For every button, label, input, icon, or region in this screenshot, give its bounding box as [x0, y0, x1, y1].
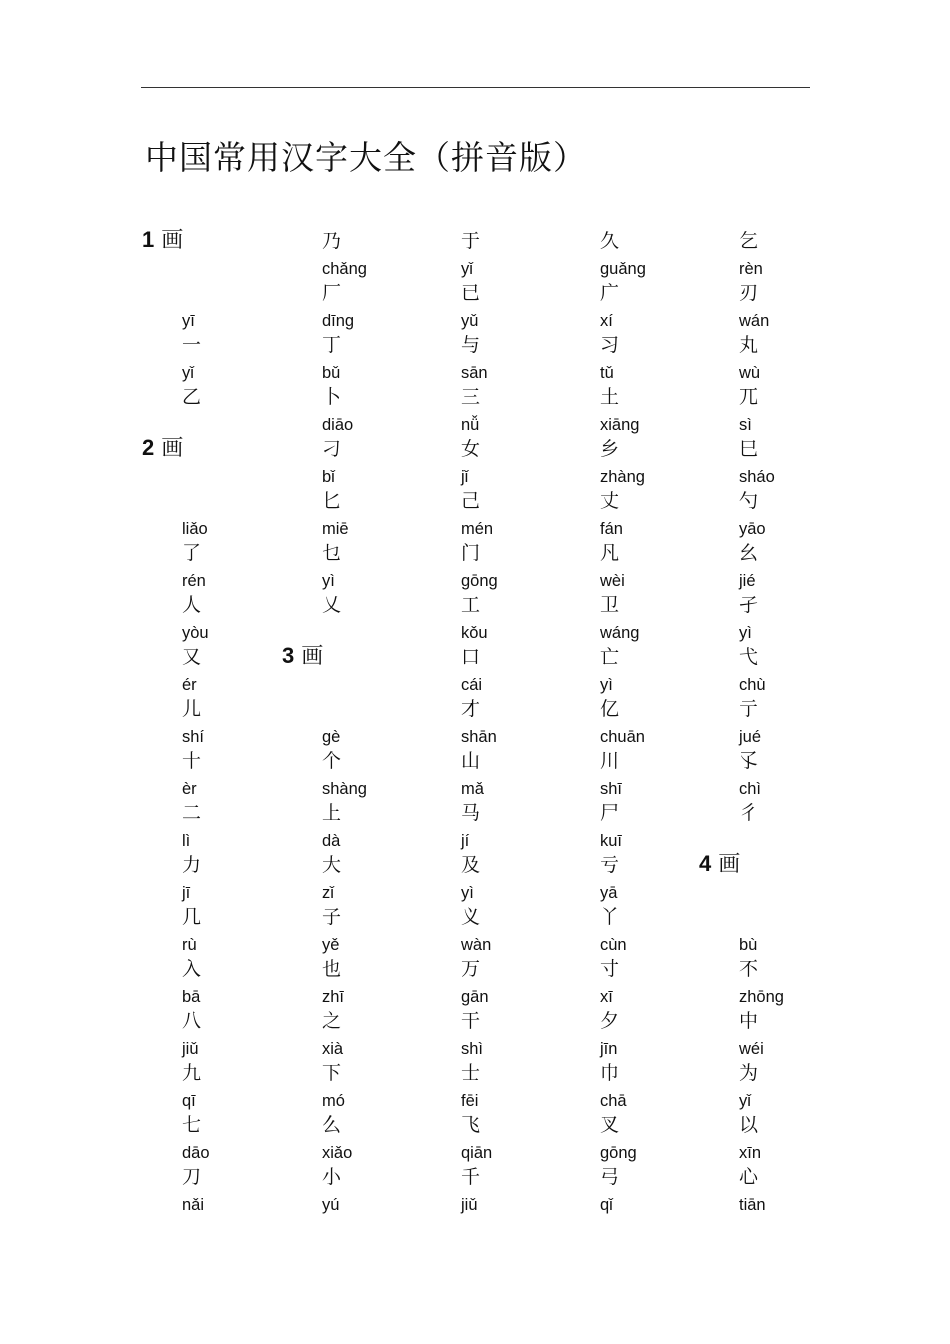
- pinyin-text: nǎi: [182, 1196, 205, 1214]
- pinyin-text: diāo: [322, 416, 354, 434]
- pinyin-text: nǚ: [461, 416, 480, 434]
- hanzi-character: 弋: [739, 646, 759, 668]
- pinyin-text: yì: [461, 884, 474, 902]
- pinyin-text: yě: [322, 936, 340, 954]
- pinyin-text: tǔ: [600, 364, 614, 382]
- pinyin-text: jǐ: [461, 468, 469, 486]
- hanzi-character: 尸: [600, 802, 620, 824]
- stroke-count-number: 2: [142, 435, 155, 460]
- hanzi-character: 为: [739, 1062, 759, 1084]
- pinyin-text: cùn: [600, 936, 627, 954]
- hanzi-character: 女: [461, 438, 481, 460]
- hanzi-character: 以: [739, 1114, 759, 1136]
- pinyin-text: xià: [322, 1040, 344, 1058]
- hanzi-character: 子: [322, 906, 342, 928]
- pinyin-text: wàn: [461, 936, 492, 954]
- pinyin-text: sì: [739, 416, 752, 434]
- pinyin-text: chù: [739, 676, 766, 694]
- hanzi-character: 人: [182, 594, 202, 616]
- pinyin-text: tiān: [739, 1196, 766, 1214]
- pinyin-text: qǐ: [600, 1196, 613, 1214]
- stroke-count-heading: [282, 641, 323, 672]
- hanzi-character: 卜: [322, 386, 342, 408]
- hanzi-character: 义: [461, 906, 481, 928]
- pinyin-text: kǒu: [461, 624, 488, 642]
- hanzi-character: 亡: [600, 646, 620, 668]
- pinyin-text: ér: [182, 676, 197, 694]
- hanzi-character: 大: [322, 854, 342, 876]
- hanzi-character: 士: [461, 1062, 481, 1084]
- pinyin-text: yā: [600, 884, 618, 902]
- hanzi-character: 乂: [322, 594, 342, 616]
- pinyin-text: miē: [322, 520, 349, 538]
- hanzi-character: 川: [600, 750, 620, 772]
- hanzi-character: 么: [322, 1114, 342, 1136]
- hanzi-character: 万: [461, 958, 481, 980]
- pinyin-text: jīn: [600, 1040, 618, 1058]
- pinyin-text: jiǔ: [182, 1040, 199, 1058]
- hanzi-character: 久: [600, 230, 620, 252]
- pinyin-text: chǎng: [322, 260, 367, 278]
- hanzi-character: 习: [600, 334, 620, 356]
- hanzi-character: 叉: [600, 1114, 620, 1136]
- pinyin-text: yǐ: [739, 1092, 751, 1110]
- stroke-count-number: 4: [699, 851, 712, 876]
- pinyin-text: xí: [600, 312, 613, 330]
- stroke-count-heading: [142, 225, 183, 256]
- pinyin-text: rù: [182, 936, 197, 954]
- pinyin-text: chì: [739, 780, 762, 798]
- pinyin-text: gōng: [600, 1144, 637, 1162]
- pinyin-text: bǔ: [322, 364, 341, 382]
- hanzi-character: 也: [322, 958, 342, 980]
- hanzi-character: 卫: [600, 594, 620, 616]
- hanzi-character: 飞: [461, 1114, 481, 1136]
- hanzi-character: 中: [739, 1010, 759, 1032]
- hanzi-character: 亍: [739, 698, 759, 720]
- pinyin-text: gōng: [461, 572, 498, 590]
- pinyin-text: wéi: [739, 1040, 764, 1058]
- stroke-count-number: 3: [282, 643, 295, 668]
- hanzi-character: 弓: [600, 1166, 620, 1188]
- pinyin-text: mǎ: [461, 780, 484, 798]
- pinyin-text: dīng: [322, 312, 355, 330]
- hanzi-character: 刀: [182, 1166, 202, 1188]
- hanzi-character: 九: [182, 1062, 202, 1084]
- hanzi-character: 厂: [322, 282, 342, 304]
- pinyin-text: rén: [182, 572, 206, 590]
- hanzi-character: 心: [739, 1166, 759, 1188]
- pinyin-text: xī: [600, 988, 613, 1006]
- hanzi-character: 兀: [739, 386, 759, 408]
- pinyin-text: yì: [739, 624, 752, 642]
- hanzi-character: 儿: [182, 698, 202, 720]
- pinyin-text: bù: [739, 936, 758, 954]
- hanzi-character: 亿: [600, 698, 620, 720]
- pinyin-text: wèi: [600, 572, 625, 590]
- hanzi-character: 亏: [600, 854, 620, 876]
- pinyin-text: shàng: [322, 780, 367, 798]
- pinyin-text: wán: [739, 312, 770, 330]
- pinyin-text: jué: [739, 728, 762, 746]
- hanzi-character: 力: [182, 854, 202, 876]
- hanzi-character: 三: [461, 386, 481, 408]
- hanzi-character: 勺: [739, 490, 759, 512]
- hanzi-character: 孑: [739, 594, 759, 616]
- hanzi-character: 丁: [322, 334, 342, 356]
- pinyin-text: rèn: [739, 260, 763, 278]
- hanzi-character: 几: [182, 906, 202, 928]
- pinyin-text: èr: [182, 780, 197, 798]
- stroke-count-heading: [699, 849, 740, 880]
- hanzi-character: 土: [600, 386, 620, 408]
- pinyin-text: yǐ: [461, 260, 473, 278]
- pinyin-text: zǐ: [322, 884, 334, 902]
- pinyin-text: xiāng: [600, 416, 640, 434]
- pinyin-text: yī: [182, 312, 195, 330]
- hanzi-character: 凡: [600, 542, 620, 564]
- hanzi-character: 门: [461, 542, 481, 564]
- pinyin-text: sān: [461, 364, 488, 382]
- hanzi-character: 山: [461, 750, 481, 772]
- pinyin-text: sháo: [739, 468, 775, 486]
- pinyin-text: yì: [322, 572, 335, 590]
- hanzi-character: 上: [322, 802, 342, 824]
- pinyin-text: wáng: [600, 624, 640, 642]
- pinyin-text: jí: [461, 832, 470, 850]
- hanzi-character: 干: [461, 1010, 481, 1032]
- pinyin-text: jī: [182, 884, 191, 902]
- hanzi-character: 七: [182, 1114, 202, 1136]
- hanzi-character: 之: [322, 1010, 342, 1032]
- pinyin-text: yì: [600, 676, 613, 694]
- hanzi-character: 八: [182, 1010, 202, 1032]
- header-rule: [141, 87, 810, 88]
- hanzi-character: 口: [461, 646, 481, 668]
- hanzi-character: 彳: [739, 802, 759, 824]
- hanzi-character: 工: [461, 594, 481, 616]
- pinyin-text: lì: [182, 832, 191, 850]
- hanzi-character: 孓: [739, 750, 759, 772]
- stroke-count-number: 1: [142, 227, 155, 252]
- pinyin-text: fán: [600, 520, 623, 538]
- hanzi-character: 乃: [322, 230, 342, 252]
- pinyin-text: wù: [739, 364, 761, 382]
- pinyin-text: shī: [600, 780, 623, 798]
- pinyin-text: yú: [322, 1196, 340, 1214]
- hanzi-character: 才: [461, 698, 481, 720]
- hanzi-character: 十: [182, 750, 202, 772]
- pinyin-text: mén: [461, 520, 494, 538]
- pinyin-text: dà: [322, 832, 341, 850]
- hanzi-character: 于: [461, 230, 481, 252]
- hanzi-character: 又: [182, 646, 202, 668]
- hanzi-character: 及: [461, 854, 481, 876]
- hanzi-character: 丈: [600, 490, 620, 512]
- pinyin-text: xīn: [739, 1144, 762, 1162]
- hanzi-character: 巾: [600, 1062, 620, 1084]
- hanzi-character: 乞: [739, 230, 759, 252]
- hanzi-character: 与: [461, 334, 481, 356]
- pinyin-text: gè: [322, 728, 341, 746]
- pinyin-text: xiǎo: [322, 1144, 353, 1162]
- pinyin-text: bā: [182, 988, 201, 1006]
- hanzi-character: 刃: [739, 282, 759, 304]
- hanzi-character: 巳: [739, 438, 759, 460]
- stroke-count-heading: [142, 433, 183, 464]
- hanzi-character: 小: [322, 1166, 342, 1188]
- hanzi-character: 不: [739, 958, 759, 980]
- stroke-count-label: 画: [718, 852, 741, 877]
- pinyin-text: dāo: [182, 1144, 210, 1162]
- pinyin-text: yòu: [182, 624, 209, 642]
- hanzi-character: 千: [461, 1166, 481, 1188]
- pinyin-text: yǔ: [461, 312, 479, 330]
- pinyin-text: shì: [461, 1040, 484, 1058]
- stroke-count-label: 画: [161, 436, 184, 461]
- stroke-count-label: 画: [301, 644, 324, 669]
- page-title: 中国常用汉字大全（拼音版）: [145, 138, 587, 177]
- pinyin-text: zhī: [322, 988, 345, 1006]
- pinyin-text: guǎng: [600, 260, 646, 278]
- pinyin-text: qī: [182, 1092, 196, 1110]
- hanzi-character: 个: [322, 750, 342, 772]
- hanzi-character: 广: [600, 282, 620, 304]
- pinyin-text: fēi: [461, 1092, 479, 1110]
- hanzi-character: 幺: [739, 542, 759, 564]
- pinyin-text: chuān: [600, 728, 645, 746]
- pinyin-text: gān: [461, 988, 489, 1006]
- hanzi-character: 入: [182, 958, 202, 980]
- pinyin-text: jié: [739, 572, 756, 590]
- pinyin-text: mó: [322, 1092, 345, 1110]
- pinyin-text: jiǔ: [461, 1196, 478, 1214]
- hanzi-character: 二: [182, 802, 202, 824]
- pinyin-text: zhàng: [600, 468, 645, 486]
- pinyin-text: liǎo: [182, 520, 208, 538]
- hanzi-character: 寸: [600, 958, 620, 980]
- hanzi-character: 乡: [600, 438, 620, 460]
- hanzi-character: 刁: [322, 438, 342, 460]
- pinyin-text: qiān: [461, 1144, 493, 1162]
- pinyin-text: yāo: [739, 520, 766, 538]
- hanzi-character: 乜: [322, 542, 342, 564]
- hanzi-character: 一: [182, 334, 202, 356]
- pinyin-text: zhōng: [739, 988, 784, 1006]
- hanzi-character: 丸: [739, 334, 759, 356]
- hanzi-character: 已: [461, 282, 481, 304]
- hanzi-character: 夕: [600, 1010, 620, 1032]
- hanzi-character: 丫: [600, 906, 620, 928]
- hanzi-character: 马: [461, 802, 481, 824]
- pinyin-text: shí: [182, 728, 205, 746]
- pinyin-text: kuī: [600, 832, 623, 850]
- pinyin-text: cái: [461, 676, 483, 694]
- pinyin-text: shān: [461, 728, 497, 746]
- hanzi-character: 了: [182, 542, 202, 564]
- hanzi-character: 己: [461, 490, 481, 512]
- hanzi-character: 下: [322, 1062, 342, 1084]
- hanzi-character: 乙: [182, 386, 202, 408]
- stroke-count-label: 画: [161, 228, 184, 253]
- hanzi-character: 匕: [322, 490, 342, 512]
- pinyin-text: chā: [600, 1092, 627, 1110]
- pinyin-text: yǐ: [182, 364, 194, 382]
- pinyin-text: bǐ: [322, 468, 335, 486]
